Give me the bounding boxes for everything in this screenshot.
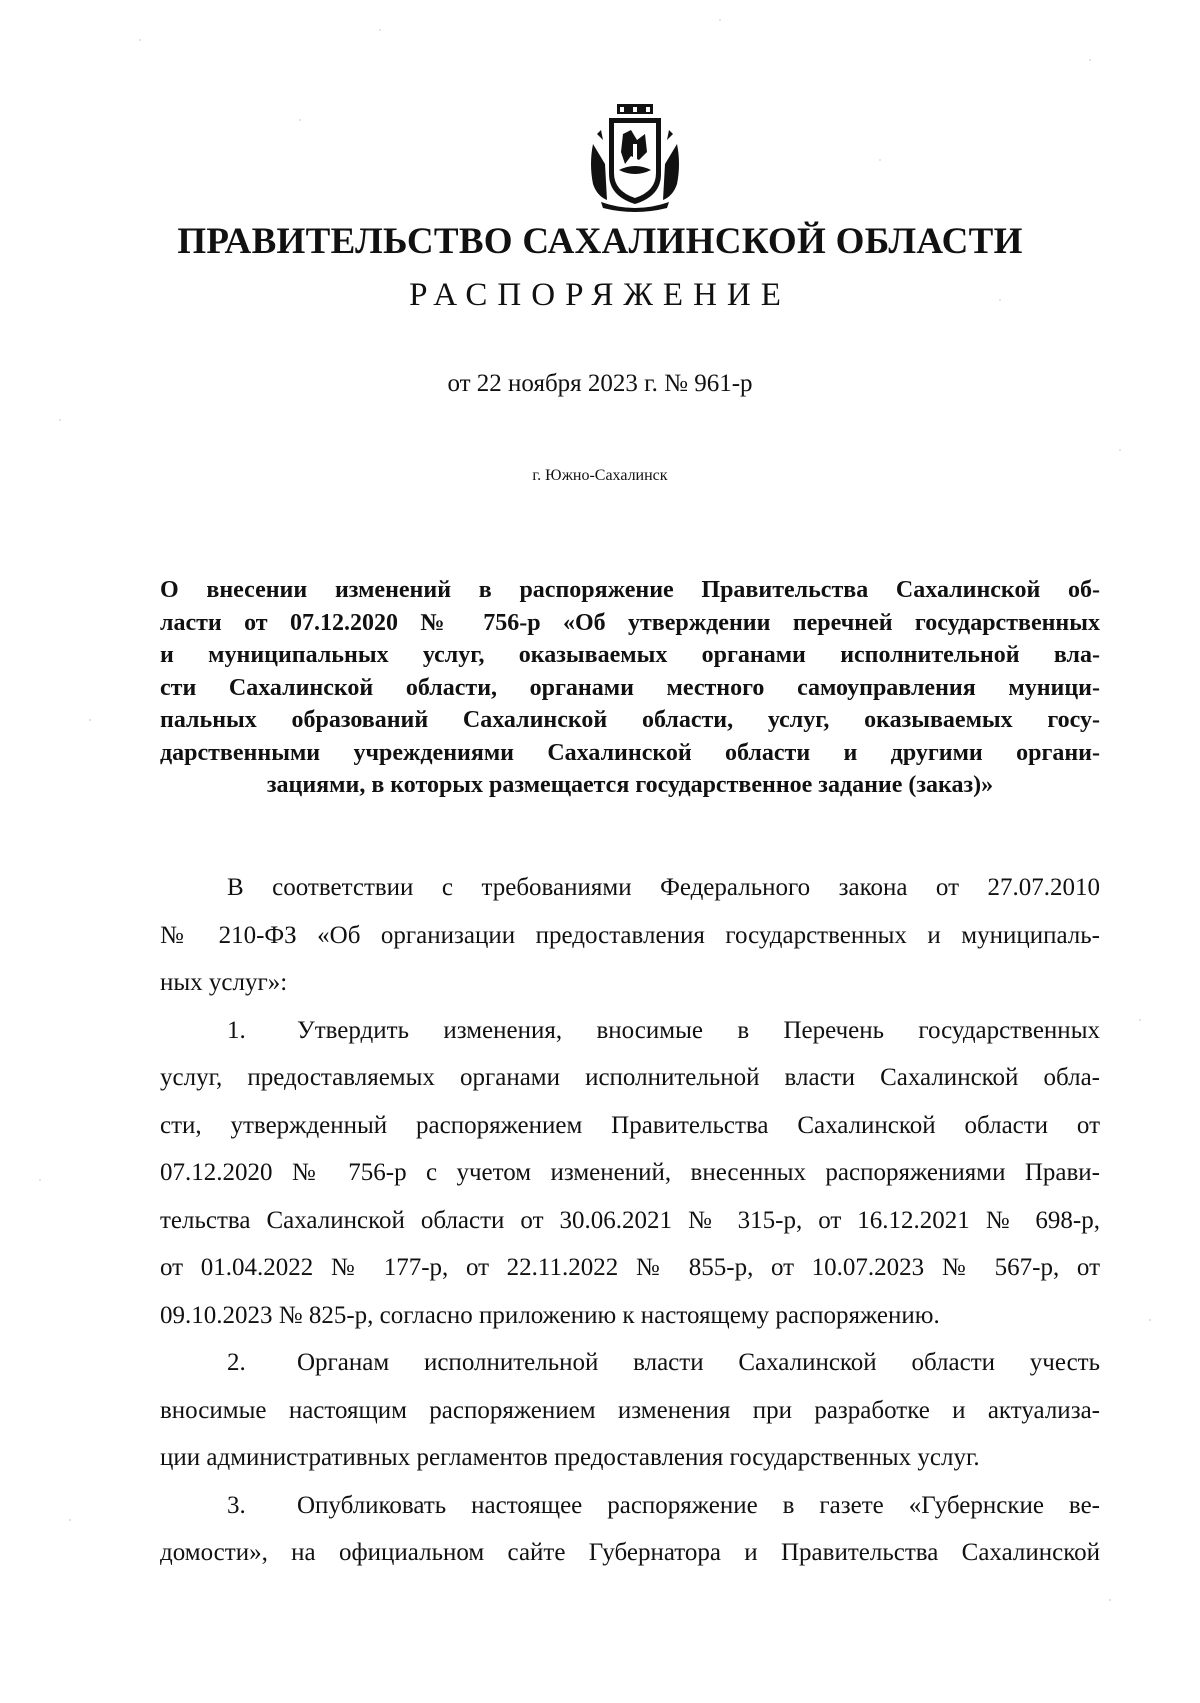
item-1-line: тельства Сахалинской области от 30.06.2021 № 315-р, от 16.12.2021 № 698-р, [160,1206,1100,1234]
item-1-line: 09.10.2023 № 825-р, согласно приложению к настоящему распоряжению. [160,1301,940,1329]
document-type: РАСПОРЯЖЕНИЕ [409,277,791,313]
item-3-number: 3. [227,1491,246,1519]
subject-line: дарственными учреждениями Сахалинской области и другими органи- [160,739,1100,766]
item-1-number: 1. [227,1016,246,1044]
item-3-line: домости», на официальном сайте Губернатора и Правительства Сахалинской [160,1539,1100,1566]
item-1-text: Утвердить изменения, вносимые в Перечень государственных [297,1016,1100,1044]
subject-line: ласти от 07.12.2020 № 756-р «Об утверждении перечней государственных [160,609,1100,636]
organization-title: ПРАВИТЕЛЬСТВО САХАЛИНСКОЙ ОБЛАСТИ [177,221,1023,262]
item-2-text: Органам исполнительной власти Сахалинской области учесть [297,1349,1100,1376]
item-1-line: 07.12.2020 № 756-р с учетом изменений, внесенных распоряжениями Прави- [160,1159,1100,1186]
item-3-text: Опубликовать настоящее распоряжение в газете «Губернские ве- [297,1491,1100,1519]
subject-line: и муниципальных услуг, оказываемых органами исполнительной вла- [160,642,1100,668]
intro-line: № 210-ФЗ «Об организации предоставления государственных и муниципаль- [160,921,1100,949]
item-1-first-line [160,1007,1100,1055]
document-date-number: от 22 ноября 2023 г. № 961-р [447,370,753,397]
item-1-line: услуг, предоставляемых органами исполнительной власти Сахалинской обла- [160,1064,1100,1091]
document-body [160,864,1100,1577]
item-3-first-line [160,1482,1100,1530]
subject-line: пальных образований Сахалинской области, услуг, оказываемых госу- [160,707,1100,733]
intro-line: ных услуг»: [160,969,288,996]
item-1-line: сти, утвержденный распоряжением Правительства Сахалинской области от [160,1111,1100,1139]
item-2-number: 2. [227,1349,246,1376]
item-2-first-line [160,1339,1100,1387]
item-2-line: ции административных регламентов предоставления государственных услуг. [160,1444,980,1471]
item-1-line: от 01.04.2022 № 177-р, от 22.11.2022 № 855-р, от 10.07.2023 № 567-р, от [160,1254,1100,1281]
intro-line: В соответствии с требованиями Федерального закона от 27.07.2010 [227,874,1100,901]
subject-line: О внесении изменений в распоряжение Правительства Сахалинской об- [160,577,1100,603]
subject-line: зациями, в которых размещается государственное задание (заказ)» [266,772,994,798]
document-subject [160,574,1100,802]
coat-of-arms-icon [587,104,683,214]
document-city: г. Южно-Сахалинск [532,467,668,484]
subject-line: сти Сахалинской области, органами местного самоуправления муници- [160,674,1100,701]
item-2-line: вносимые настоящим распоряжением изменения при разработке и актуализа- [160,1396,1100,1424]
